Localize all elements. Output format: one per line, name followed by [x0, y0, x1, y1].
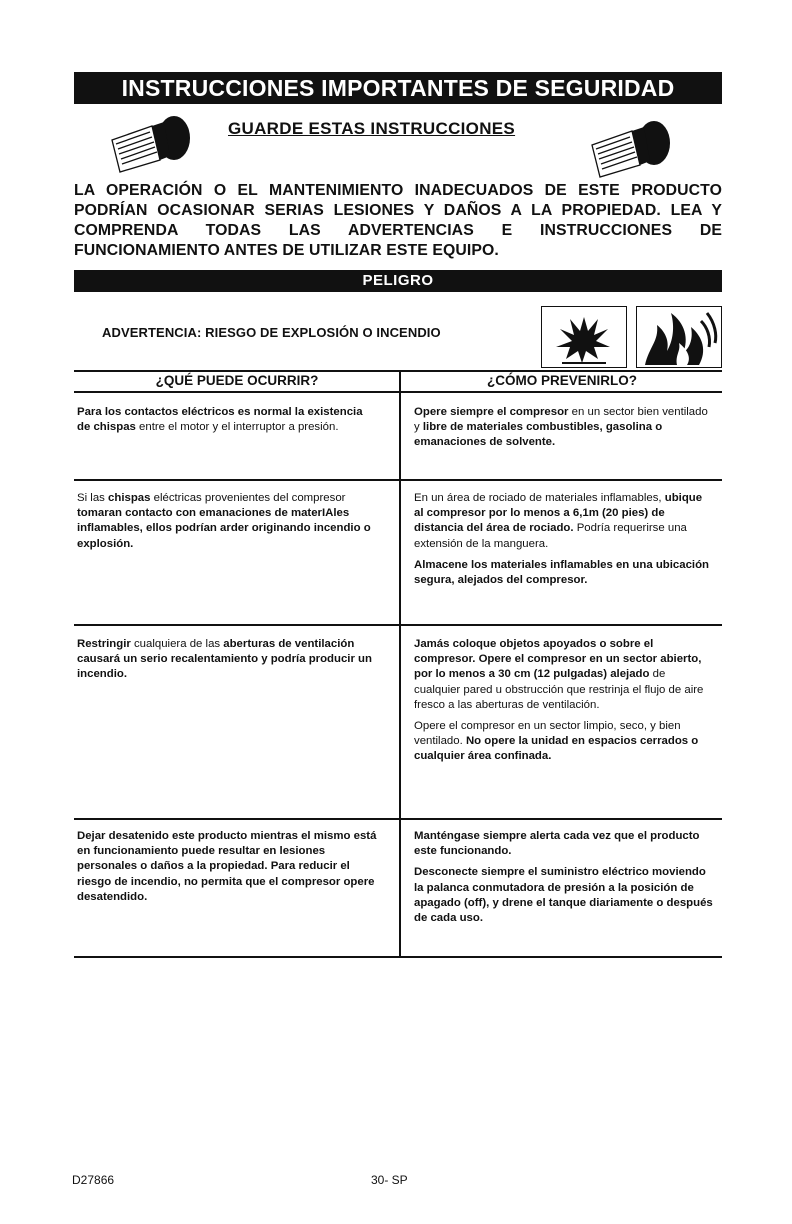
text-run: Restringir — [77, 638, 131, 650]
table-header-rule — [74, 391, 722, 393]
row-2-prevention — [414, 491, 714, 594]
row-2-hazard — [77, 491, 377, 558]
table-bottom-rule — [74, 956, 722, 958]
row-1-hazard — [77, 405, 377, 441]
cell-paragraph — [77, 637, 377, 683]
save-instructions-heading: GUARDE ESTAS INSTRUCCIONES — [228, 119, 516, 138]
document-code: D27866 — [72, 1173, 115, 1187]
safety-banner: INSTRUCCIONES IMPORTANTES DE SEGURIDAD — [74, 72, 722, 104]
text-run: Desconecte siempre el suministro eléctrico moviendo la palanca conmutadora de presión a la posición de apagado (off), y drene el tanque diariamente o después de cada uso. — [414, 866, 713, 925]
row-4-hazard — [77, 829, 377, 911]
cell-paragraph — [77, 405, 377, 435]
row-3-hazard — [77, 637, 377, 689]
text-run: de cualquier pared u obstrucción que restrinja el flujo de aire fresco a las aberturas de ventilación. — [414, 668, 704, 711]
explosion-icon — [541, 306, 627, 368]
cell-paragraph — [414, 558, 714, 588]
row-1-prevention — [414, 405, 714, 457]
col-header-what-can-happen: ¿QUÉ PUEDE OCURRIR? — [155, 373, 319, 388]
text-run: Jamás coloque objetos apoyados o sobre el compresor. Opere el compresor en un sector abierto, por lo menos a 30 cm (12 pulgadas) alejado — [414, 638, 702, 681]
text-run: Dejar desatenido este producto mientras el mismo está en funcionamiento puede resultar en lesiones personales o daños a la propiedad. Para reducir el riesgo de incendio, no permita que el compresor opere desatendido. — [77, 830, 377, 903]
cell-paragraph — [414, 637, 714, 713]
text-run: Opere siempre el compresor — [414, 406, 569, 418]
row-divider — [74, 624, 722, 626]
explosion-fire-warning: ADVERTENCIA: RIESGO DE EXPLOSIÓN O INCENDIO — [102, 325, 441, 340]
col-header-how-to-prevent: ¿CÓMO PREVENIRLO? — [486, 373, 637, 388]
text-run: cualquiera de las — [130, 638, 224, 650]
cell-paragraph — [77, 829, 377, 905]
table-center-divider — [399, 370, 401, 958]
text-run: libre de materiales combustibles, gasolina o emanaciones de solvente. — [414, 421, 663, 449]
cell-paragraph — [414, 829, 714, 859]
cell-paragraph — [414, 405, 714, 451]
text-run: eléctricas provenientes del compresor — [150, 492, 346, 504]
text-run: Opere el compresor en un sector limpio, seco, y bien ventilado. — [414, 720, 681, 748]
text-run: En un área de rociado de materiales inflamables, — [414, 492, 665, 504]
text-run: aberturas de ventilación causará un serio recalentamiento y podría producir un incendio. — [77, 638, 372, 681]
text-run: Podría requerirse una extensión de la manguera. — [414, 522, 687, 550]
text-run: Si las — [77, 492, 109, 504]
text-run: No opere la unidad en espacios cerrados o cualquier área confinada. — [414, 735, 699, 763]
text-run: entre el motor y el interruptor a presión. — [135, 421, 339, 434]
row-divider — [74, 479, 722, 481]
row-divider — [74, 818, 722, 820]
text-run: ubique al compresor por lo menos a 6,1m (20 pies) de distancia del área de rociado. — [414, 492, 703, 535]
text-run: Manténgase siempre alerta cada vez que el producto este funcionando. — [414, 830, 700, 858]
row-3-prevention — [414, 637, 714, 771]
page-number: 30- SP — [371, 1173, 408, 1187]
read-manual-icon — [108, 112, 192, 174]
table-top-rule — [74, 370, 722, 372]
cell-paragraph — [414, 491, 714, 552]
row-4-prevention — [414, 829, 714, 932]
text-run: chispas — [108, 492, 151, 504]
text-run: Almacene los materiales inflamables en una ubicación segura, alejados del compresor. — [414, 558, 709, 587]
cell-paragraph — [414, 719, 714, 765]
text-run: tomaran contacto con emanaciones de materIAles inflamables, ellos podrían arder originando incendio o explosión. — [77, 507, 371, 550]
danger-banner: PELIGRO — [74, 270, 722, 292]
text-run: en un sector bien ventilado y — [414, 406, 708, 434]
read-manual-icon-right — [588, 117, 672, 179]
cell-paragraph — [77, 491, 377, 552]
intro-warning-text: LA OPERACIÓN O EL MANTENIMIENTO INADECUADOS DE ESTE PRODUCTO PODRÍAN OCASIONAR SERIAS LESIONES Y DAÑOS A LA PROPIEDAD. LEA Y COMPRENDA TODAS LAS ADVERTENCIAS E INSTRUCCIONES DE FUNCIONAMIENTO ANTES DE UTILIZAR ESTE EQUIPO. — [74, 182, 722, 259]
cell-paragraph — [414, 865, 714, 926]
fire-icon — [636, 306, 722, 368]
text-run: Para los contactos eléctricos es normal la existencia de chispas — [77, 406, 363, 434]
